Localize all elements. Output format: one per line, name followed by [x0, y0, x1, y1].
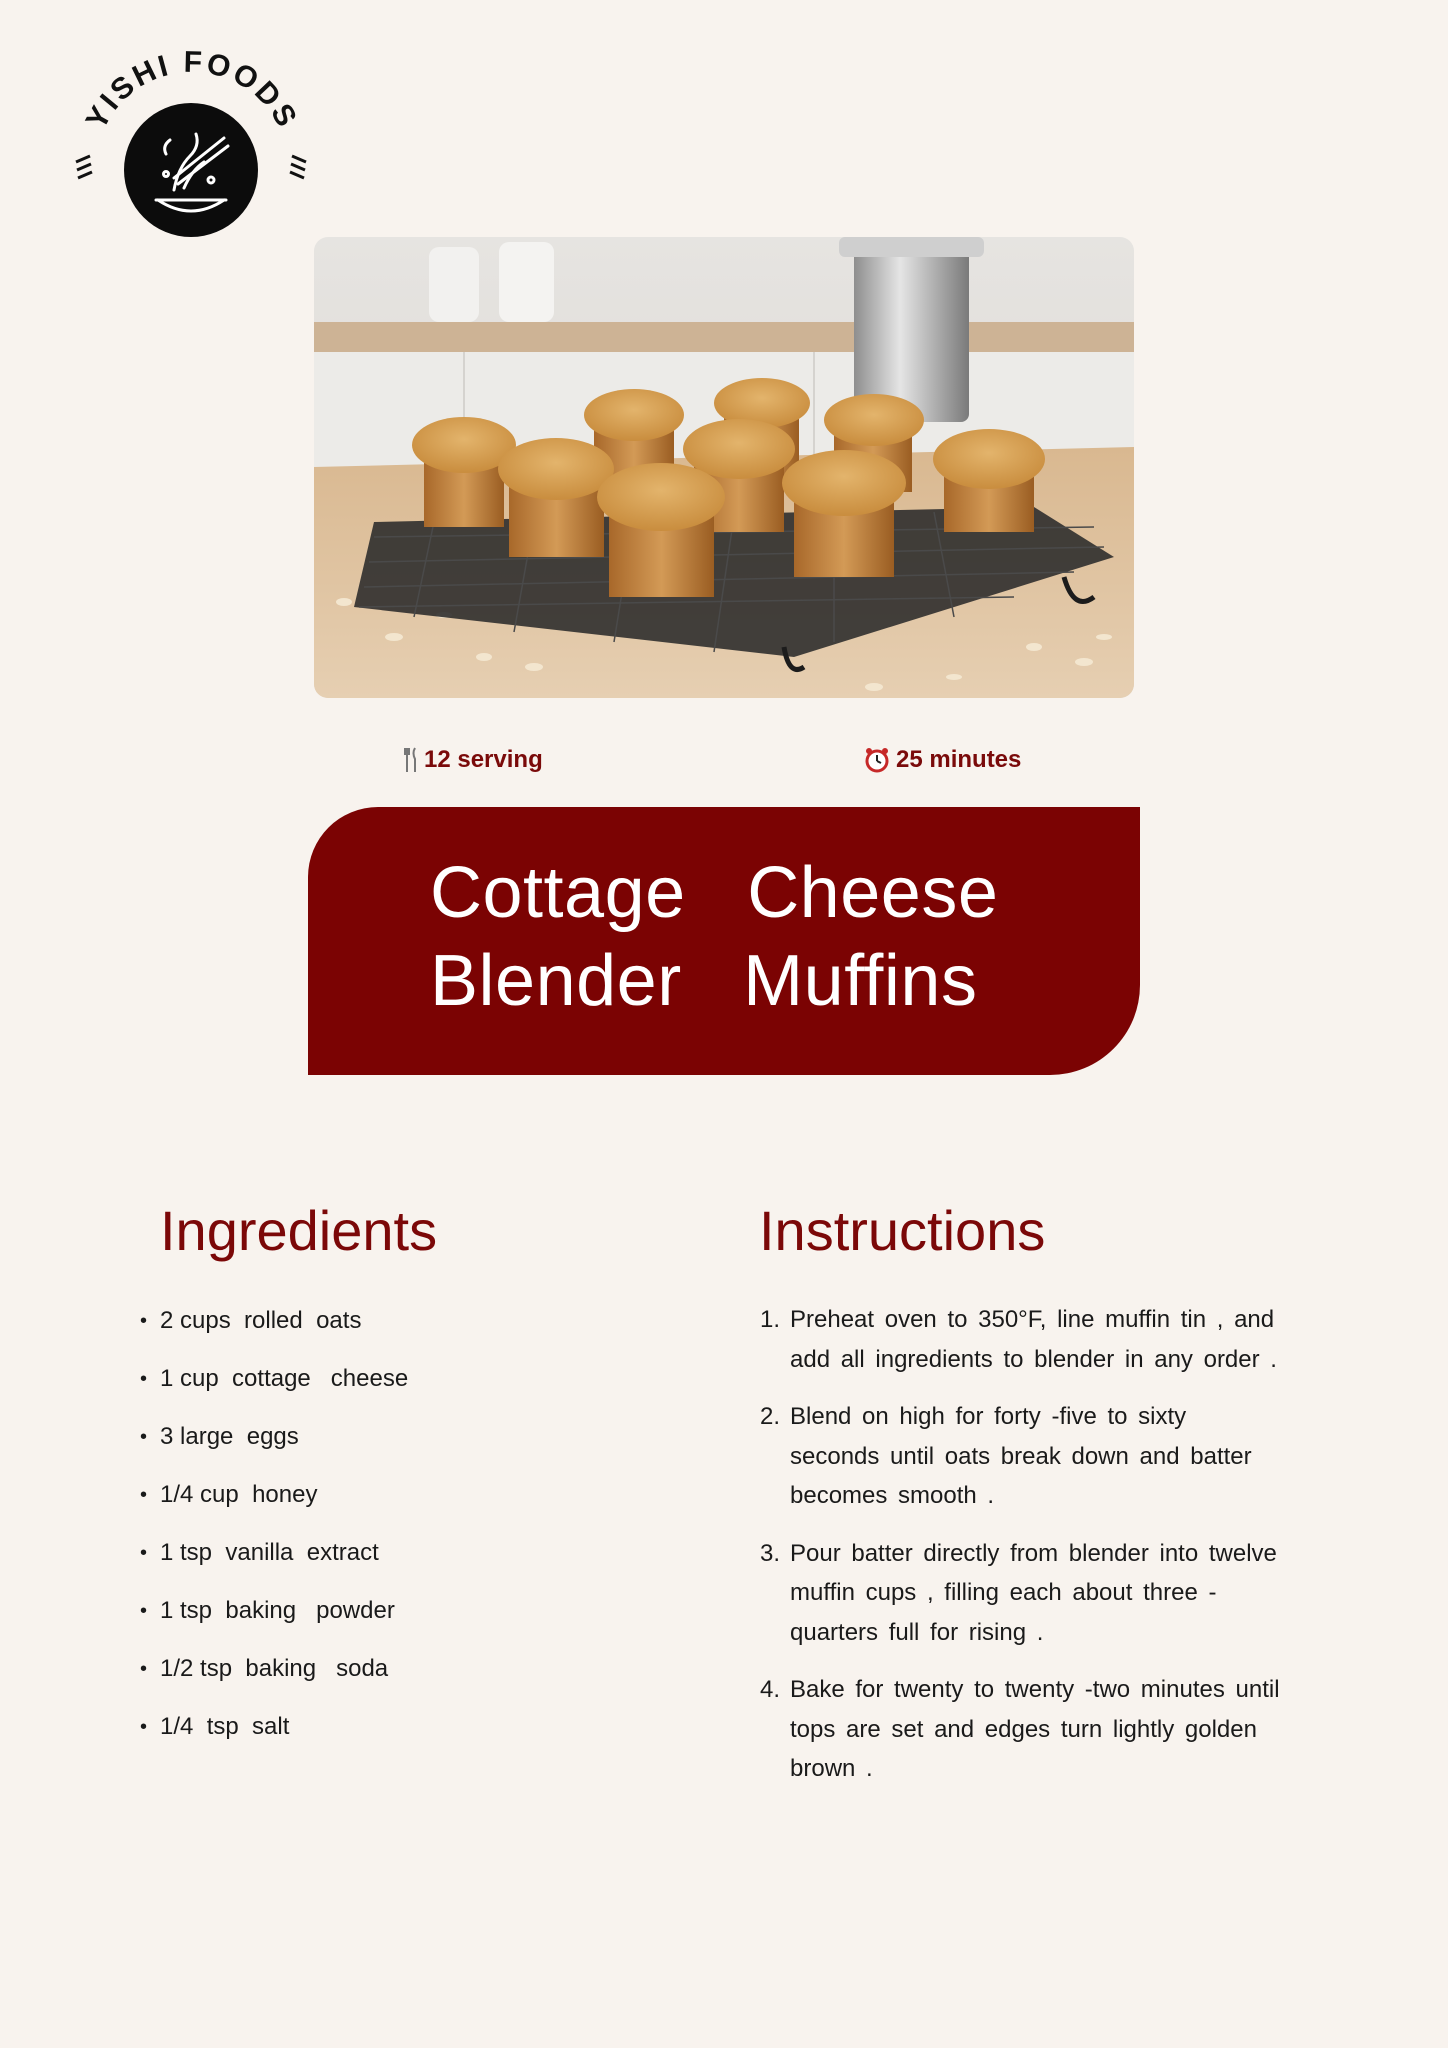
- ingredient-item: [140, 1530, 408, 1588]
- servings-info: [404, 746, 543, 774]
- muffin-photo: [314, 237, 1134, 698]
- time-info: [864, 746, 1021, 774]
- bullet-icon: •: [140, 1658, 148, 1680]
- bullet-icon: •: [140, 1426, 148, 1448]
- alarm-clock-icon: [864, 747, 890, 773]
- step-text: Bake for twenty to twenty -two minutes until tops are set and edges turn lightly golden brown .: [790, 1676, 1280, 1782]
- recipe-title: Cottage Cheese Blender Muffins: [430, 853, 999, 1021]
- step-number: 3.: [760, 1539, 781, 1567]
- ingredient-item: [140, 1298, 408, 1356]
- time-text: 25 minutes: [896, 746, 1022, 773]
- ingredient-text: 1/2 tsp baking soda: [160, 1655, 389, 1682]
- step-number: 1.: [760, 1306, 781, 1333]
- fork-knife-icon: [404, 747, 418, 773]
- instruction-step: [760, 1300, 1280, 1379]
- ingredient-item: [140, 1414, 408, 1472]
- brand-name: YISHI FOODS: [79, 50, 305, 135]
- instruction-step: [760, 1397, 1280, 1516]
- bullet-icon: •: [140, 1542, 148, 1564]
- bullet-icon: •: [140, 1716, 148, 1738]
- servings-text: 12 serving: [424, 746, 543, 773]
- ingredient-text: 1/4 cup honey: [160, 1481, 318, 1508]
- ingredients-list: [140, 1298, 408, 1762]
- ingredient-text: 3 large eggs: [160, 1423, 299, 1450]
- ingredient-item: [140, 1646, 408, 1704]
- ingredient-text: 1 tsp vanilla extract: [160, 1539, 379, 1566]
- bullet-icon: •: [140, 1310, 148, 1332]
- step-text: Pour batter directly from blender into twelve muffin cups , filling each about three -quarters full for rising .: [790, 1539, 1277, 1646]
- ingredient-text: 1 tsp baking powder: [160, 1597, 395, 1624]
- instructions-list: [760, 1300, 1280, 1807]
- ingredient-item: [140, 1588, 408, 1646]
- ingredient-text: 1 cup cottage cheese: [160, 1365, 409, 1392]
- bullet-icon: •: [140, 1600, 148, 1622]
- instruction-step: [760, 1534, 1280, 1653]
- bullet-icon: •: [140, 1368, 148, 1390]
- instructions-heading: Instructions: [759, 1199, 1046, 1262]
- step-number: 4.: [760, 1676, 781, 1703]
- ingredient-item: [140, 1472, 408, 1530]
- ingredient-item: [140, 1356, 408, 1414]
- step-text: Preheat oven to 350°F, line muffin tin , and add all ingredients to blender in any order .: [790, 1306, 1277, 1373]
- ingredients-heading: Ingredients: [160, 1199, 438, 1262]
- ingredient-text: 1/4 tsp salt: [160, 1713, 290, 1740]
- brand-logo: [66, 50, 316, 250]
- ingredient-text: 2 cups rolled oats: [160, 1307, 362, 1334]
- bullet-icon: •: [140, 1484, 148, 1506]
- step-number: 2.: [760, 1403, 781, 1430]
- instruction-step: [760, 1670, 1280, 1789]
- ingredient-item: [140, 1704, 408, 1762]
- step-text: Blend on high for forty -five to sixty seconds until oats break down and batter becomes smooth .: [790, 1403, 1252, 1509]
- title-banner: [308, 807, 1140, 1075]
